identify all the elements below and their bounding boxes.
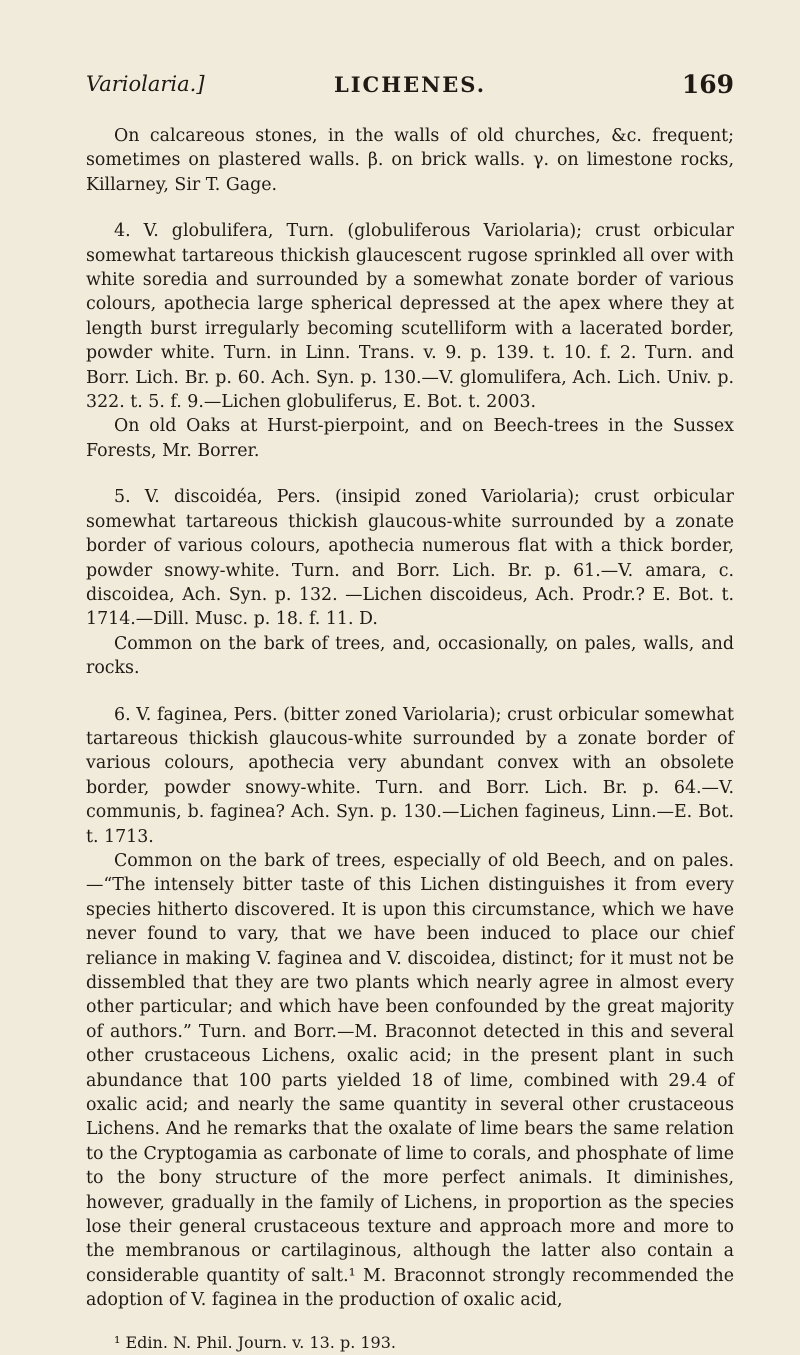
- species-entry-6: 6. V. faginea, Pers. (bitter zoned Variolaria); crust orbicular somewhat tartareous thickish glaucous-white surrounded by a zonate border of various colours, apothecia very abundant convex with an obsolete border, powder snowy-white. Turn. and Borr. Lich. Br. p. 64.—V. communis, b. faginea? Ach. Syn. p. 130.—Lichen fagineus, Linn.—E. Bot. t. 1713.: [86, 704, 734, 847]
- paragraph-habitat-3: On calcareous stones, in the walls of old churches, &c. frequent; sometimes on plastered walls. β. on brick walls. γ. on limestone rocks, Killarney, Sir T. Gage.: [86, 126, 734, 195]
- page-header: [86, 72, 734, 106]
- footnote: ¹ Edin. N. Phil. Journ. v. 13. p. 193.: [114, 1332, 396, 1352]
- species-entry-4: 4. V. globulifera, Turn. (globuliferous Variolaria); crust orbicular somewhat tartareous thickish glaucescent rugose sprinkled all over with white soredia and surrounded by a somewhat zonate border of various colours, apothecia large spherical depressed at the apex where they at length burst irregularly becoming scutelliform with a lacerated border, powder white. Turn. in Linn. Trans. v. 9. p. 139. t. 10. f. 2. Turn. and Borr. Lich. Br. p. 60. Ach. Syn. p. 130.—V. glomulifera, Ach. Lich. Univ. p. 322. t. 5. f. 9.—Lichen globuliferus, E. Bot. t. 2003.: [86, 221, 734, 413]
- page-number: 169: [681, 70, 734, 99]
- species-entry-5: 5. V. discoidéa, Pers. (insipid zoned Variolaria); crust orbicular somewhat tartareous thickish glaucous-white surrounded by a zonate border of various colours, apothecia numerous flat with a thick border, powder snowy-white. Turn. and Borr. Lich. Br. p. 61.—V. amara, c. discoidea, Ach. Syn. p. 132. —Lichen discoideus, Ach. Prodr.? E. Bot. t. 1714.—Dill. Musc. p. 18. f. 11. D.: [86, 487, 734, 630]
- paragraph-habitat-6: Common on the bark of trees, especially of old Beech, and on pales. —“The intensely bitter taste of this Lichen distinguishes it from every species hitherto discovered. It is upon this circumstance, which we have never found to vary, that we have been induced to place our chief reliance in making V. faginea and V. discoidea, distinct; for it must not be dissembled that they are two plants which nearly agree in almost every other particular; and which have been confounded by the great majority of authors.” Turn. and Borr.—M. Braconnot detected in this and several other crustaceous Lichens, oxalic acid; in the present plant in such abundance that 100 parts yielded 18 of lime, combined with 29.4 of oxalic acid; and nearly the same quantity in several other crustaceous Lichens. And he remarks that the oxalate of lime bears the same relation to the Cryptogamia as carbonate of lime to corals, and phosphate of lime to the bony structure of the more perfect animals. It diminishes, however, gradually in the family of Lichens, in proportion as the species lose their general crustaceous texture and approach more and more to the membranous or cartilaginous, although the latter also contain a considerable quantity of salt.¹ M. Braconnot strongly recommended the adoption of V. faginea in the production of oxalic acid,: [86, 850, 734, 1311]
- page-body: [86, 124, 734, 1355]
- paragraph-habitat-4: On old Oaks at Hurst-pierpoint, and on Beech-trees in the Sussex Forests, Mr. Borrer.: [86, 416, 734, 461]
- section-title: LICHENES.: [333, 72, 487, 97]
- running-title: Variolaria.]: [86, 72, 205, 96]
- paragraph-habitat-5: Common on the bark of trees, and, occasionally, on pales, walls, and rocks.: [86, 633, 734, 679]
